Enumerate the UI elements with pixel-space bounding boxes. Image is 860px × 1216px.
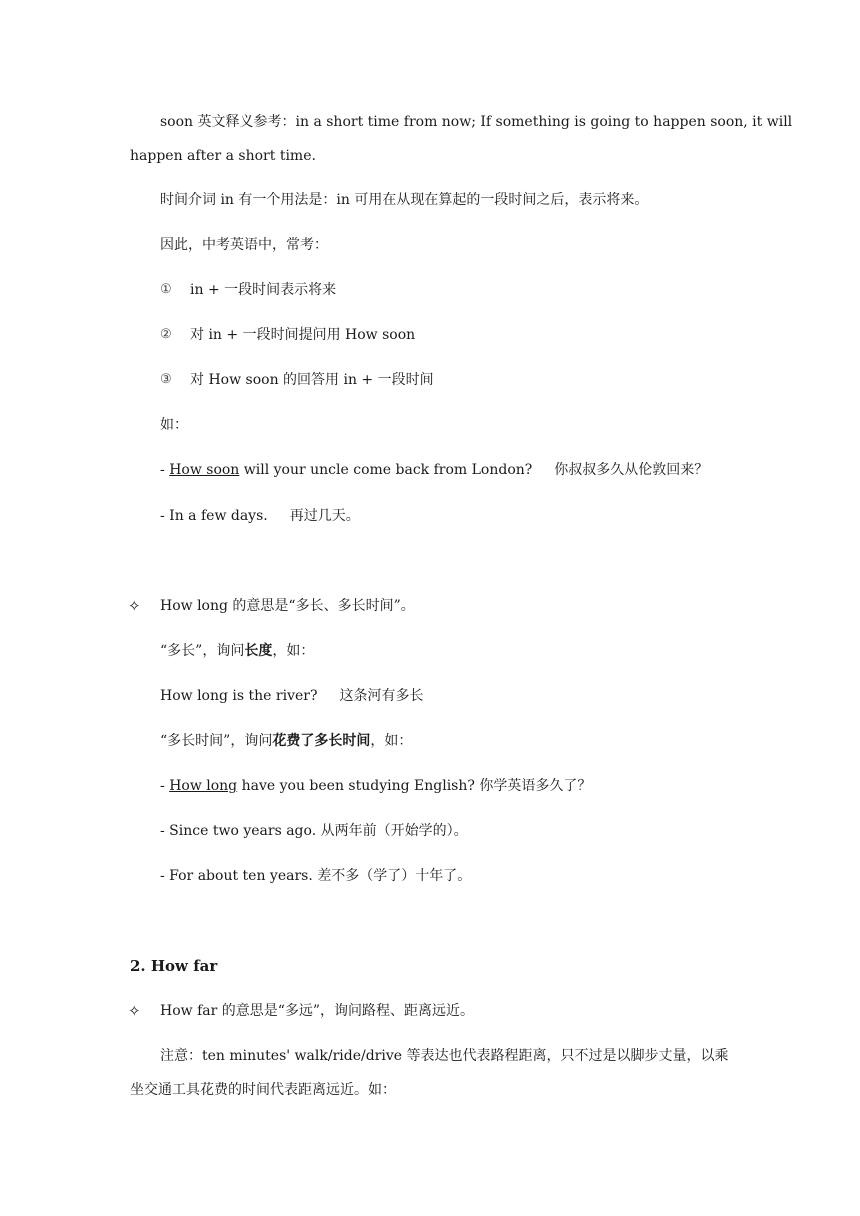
how-long-example-1-prefix: - (160, 778, 170, 794)
soon-example-2 (160, 506, 360, 526)
soon-example-1-prefix: - (160, 462, 170, 478)
in-usage-text: 时间介词 in 有一个用法是：in 可用在从现在算起的一段时间之后，表示将来。 (160, 192, 649, 208)
how-far-note-line2: 坐交通工具花费的时间代表距离远近。如： (130, 1082, 396, 1098)
length-example-english: How long is the river? (160, 688, 318, 704)
exam-intro-text: 因此，中考英语中，常考： (160, 237, 328, 253)
underlined-how-soon: How soon (169, 462, 240, 478)
point-text-1: in + 一段时间表示将来 (190, 282, 337, 298)
time-meaning-pre: “多长时间”，询问 (160, 733, 273, 749)
point-text-2: 对 in + 一段时间提问用 How soon (190, 327, 416, 343)
how-far-note-line1: 注意：ten minutes' walk/ride/drive 等表达也代表路程距离，只不过是以脚步丈量，以乘 (160, 1048, 729, 1064)
how-far-heading: 2. How far (130, 957, 218, 975)
time-meaning-post: ，如： (370, 733, 413, 749)
how-long-intro: How long 的意思是“多长、多长时间”。 (160, 598, 415, 614)
length-meaning-pre: “多长”，询问 (160, 643, 245, 659)
length-keyword: 长度 (244, 643, 273, 659)
length-meaning-line (160, 641, 314, 661)
circled-number-2: ② (160, 327, 172, 342)
how-long-example-2: - Since two years ago. 从两年前（开始学的）。 (160, 823, 468, 839)
soon-definition-line2: happen after a short time. (130, 148, 316, 164)
circled-number-1: ① (160, 282, 172, 297)
soon-example-1-rest: will your uncle come back from London? (239, 462, 533, 478)
bullet-star-icon: ✧ (128, 597, 141, 615)
length-meaning-post: ，如： (272, 643, 315, 659)
bullet-star-icon: ✧ (128, 1002, 141, 1020)
soon-definition-line1: soon 英文释义参考：in a short time from now; If something is going to happen soon, it will (160, 114, 793, 130)
soon-example-1-translation: 你叔叔多久从伦敦回来？ (554, 462, 709, 478)
how-long-example-1-rest: have you been studying English? 你学英语多久了？ (237, 778, 592, 794)
time-meaning-line (160, 731, 412, 751)
time-keyword: 花费了多长时间 (272, 733, 371, 749)
length-example (160, 686, 423, 706)
how-long-example-1 (160, 776, 591, 796)
point-text-3: 对 How soon 的回答用 in + 一段时间 (190, 372, 434, 388)
how-far-intro: How far 的意思是“多远”，询问路程、距离远近。 (160, 1003, 475, 1019)
length-example-translation: 这条河有多长 (339, 688, 424, 704)
soon-example-1 (160, 460, 708, 480)
example-label: 如： (160, 417, 188, 433)
how-long-example-3: - For about ten years. 差不多（学了）十年了。 (160, 868, 472, 884)
underlined-how-long: How long (169, 778, 238, 794)
soon-example-2-translation: 再过几天。 (289, 508, 360, 524)
circled-number-3: ③ (160, 372, 172, 387)
soon-example-2-english: - In a few days. (160, 508, 268, 524)
